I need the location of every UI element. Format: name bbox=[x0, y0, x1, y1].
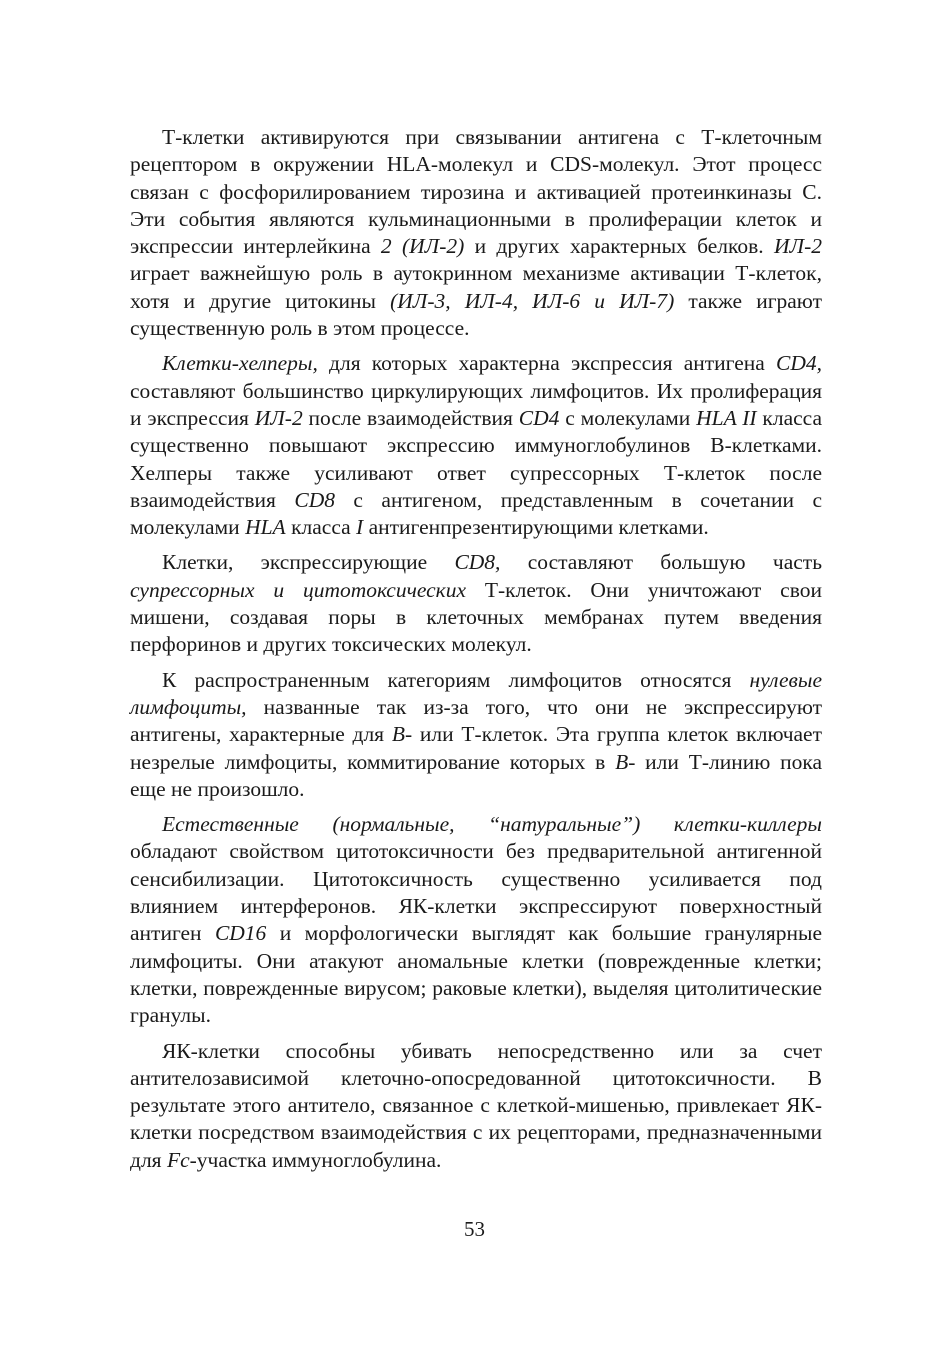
italic-text: В- bbox=[391, 722, 413, 747]
text-run: Клетки, экспрессирующие bbox=[162, 550, 455, 575]
text-run: Т-клетки активируются при связывании антигена с Т-клеточным рецептором в окружении HLA-молекул и CDS-молекул. Этот процесс связан с фосфорилированием тирозина и активацией протеинкиназы С. Эти события являются кульминационными в пролиферации клеток и экспрессии интерлейкина bbox=[130, 125, 822, 259]
paragraph bbox=[130, 124, 822, 342]
text-run: играет важнейшую роль в аутокринном механизме активации Т-клеток, хотя и другие цитокины bbox=[130, 261, 822, 313]
italic-text: CD16 bbox=[214, 921, 267, 946]
text-run: и других характерных белков. bbox=[464, 234, 774, 259]
text-run: названные так из-за того, что они не экспрессируют антигены, характерные для bbox=[130, 694, 822, 747]
text-run: с молекулами bbox=[559, 405, 697, 430]
italic-text: ИЛ-2 bbox=[773, 234, 822, 259]
page-number: 53 bbox=[464, 1217, 485, 1241]
italic-text: HLA II bbox=[696, 405, 757, 430]
italic-text: CD8, bbox=[454, 550, 501, 575]
italic-text: HLA bbox=[245, 515, 286, 540]
italic-text: супрессорных и цитотоксических bbox=[130, 577, 466, 602]
text-run: класса bbox=[285, 515, 357, 540]
paragraph bbox=[130, 811, 822, 1029]
text-run: для которых характерна экспрессия антигена bbox=[317, 351, 776, 376]
italic-text: I bbox=[356, 515, 364, 540]
text-run: -участка иммуноглобулина. bbox=[189, 1147, 442, 1172]
text-run: или Т-клеток. Эта группа клеток включает незрелые лимфоциты, коммитирование которых в bbox=[130, 722, 822, 774]
text-run: класса существенно повышают экспрессию иммуноглобулинов В-клетками. Хелперы также усиливают ответ супрессорных Т-клеток после взаимодействия bbox=[130, 405, 823, 512]
paragraph bbox=[130, 549, 822, 658]
paragraph bbox=[130, 667, 822, 803]
italic-text: нулевые лимфоциты, bbox=[130, 667, 822, 719]
italic-text: Клетки-хелперы, bbox=[162, 351, 318, 376]
italic-text: ИЛ-2 bbox=[254, 405, 303, 430]
italic-text: 2 (ИЛ-2) bbox=[380, 234, 465, 259]
paragraph bbox=[130, 1038, 822, 1174]
text-run: с антигеном, представленным в сочетании с молекулами bbox=[130, 487, 822, 540]
paragraph bbox=[130, 350, 822, 541]
text-run: составляют большинство циркулирующих лимфоцитов. Их пролиферация и экспрессия bbox=[130, 378, 822, 430]
italic-text: CD4 bbox=[518, 405, 560, 430]
text-run: антигенпрезентирующими клетками. bbox=[363, 515, 709, 540]
italic-text: CD4, bbox=[776, 351, 822, 376]
text-run: после взаимодействия bbox=[302, 405, 519, 430]
text-run: и морфологически выглядят как большие гранулярные лимфоциты. Они атакуют аномальные клетки (поврежденные клетки; клетки, поврежденные вирусом; раковые клетки), выделяя цитолитические гранулы. bbox=[130, 921, 822, 1028]
text-run: составляют большую часть bbox=[500, 550, 822, 575]
italic-text: (ИЛ-3, ИЛ-4, ИЛ-6 и ИЛ-7) bbox=[390, 288, 675, 313]
italic-text: CD8 bbox=[294, 487, 335, 512]
italic-text: Fc bbox=[166, 1147, 190, 1172]
page-body bbox=[130, 124, 822, 1182]
text-run: или Т-линию пока еще не произошло. bbox=[130, 749, 823, 801]
text-run: обладают свойством цитотоксичности без предварительной антигенной сенсибилизации. Цитотоксичность существенно усиливается под влиянием интерферонов. ЯК-клетки экспрессируют поверхностный антиген bbox=[130, 839, 822, 946]
italic-text: В- bbox=[615, 749, 636, 774]
text-run: также играют существенную роль в этом процессе. bbox=[130, 288, 822, 341]
text-run: К распространенным категориям лимфоцитов относятся bbox=[162, 667, 750, 692]
text-run: Т-клеток. Они уничтожают свои мишени, создавая поры в клеточных мембранах путем введения перфоринов и других токсических молекул. bbox=[130, 577, 822, 657]
text-run: ЯК-клетки способны убивать непосредственно или за счет антителозависимой клеточно-опосредованной цитотоксичности. В результате этого антитело, связанное с клеткой-мишенью, привлекает ЯК-клетки посредством взаимодействия с их рецепторами, предназначенными для bbox=[130, 1038, 822, 1172]
italic-text: Естественные (нормальные, “натуральные”) клетки-киллеры bbox=[162, 812, 822, 837]
